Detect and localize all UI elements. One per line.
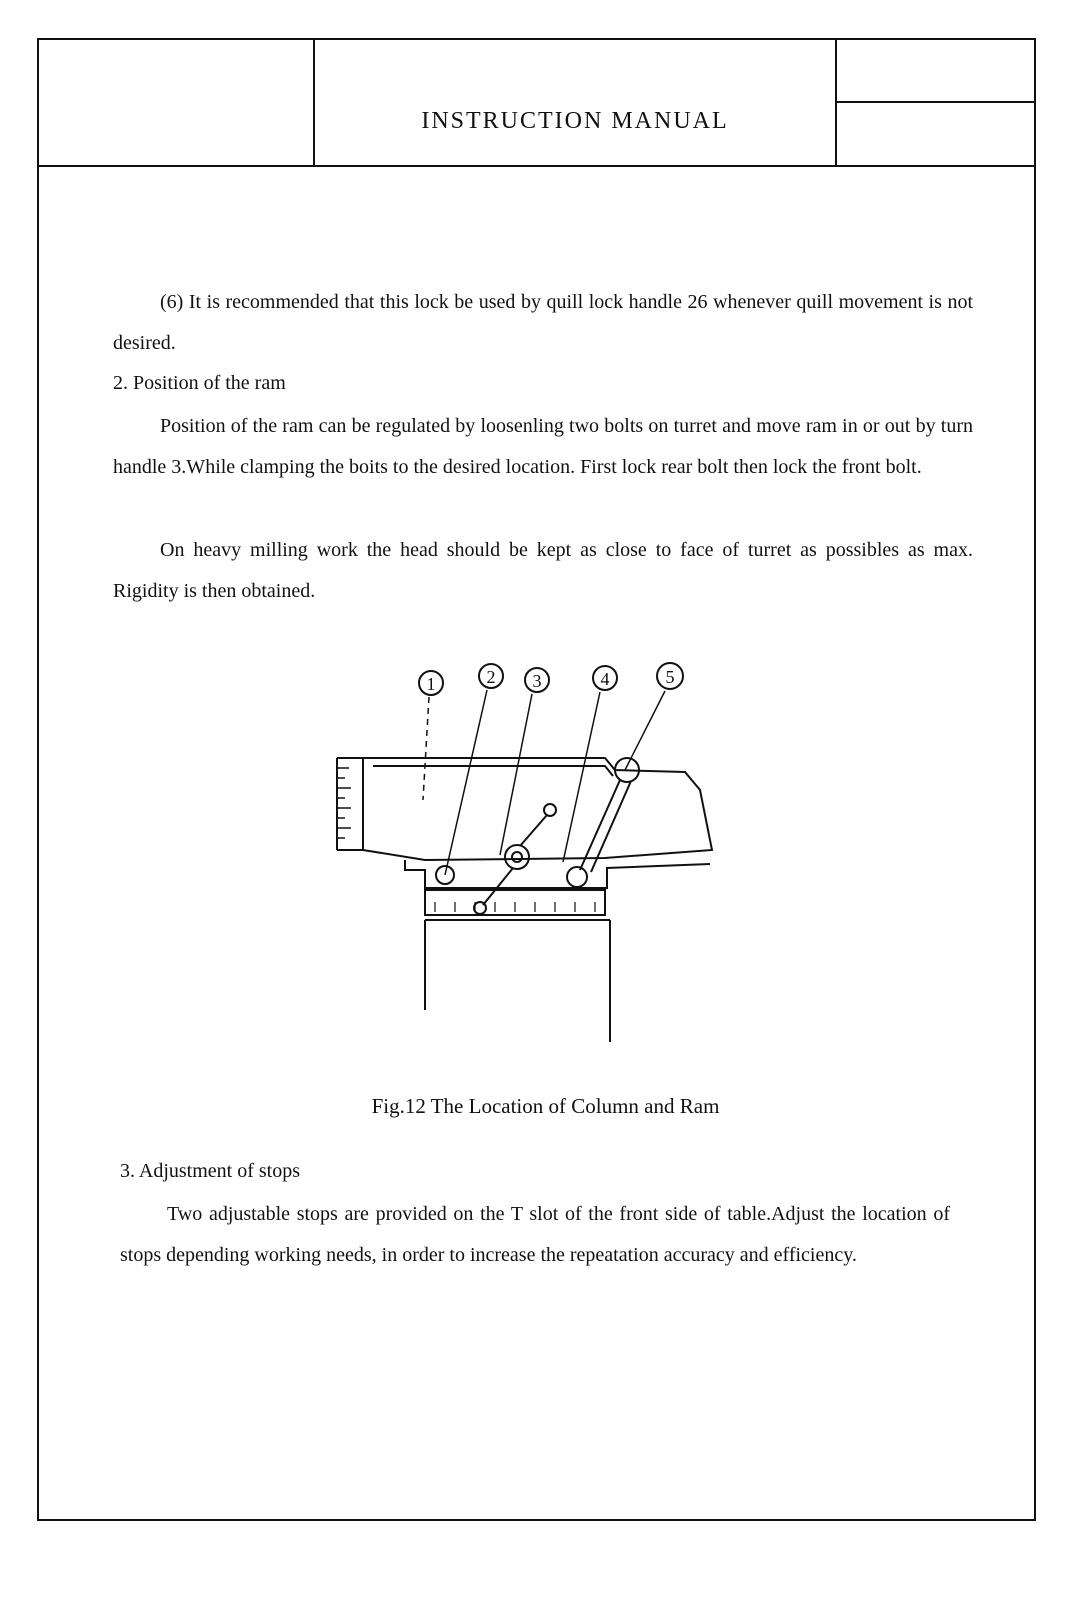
header-title: INSTRUCTION MANUAL: [421, 108, 729, 134]
section-2-heading: 2. Position of the ram: [113, 372, 286, 394]
callout-4: [593, 666, 617, 690]
column-ram-figure: [315, 650, 735, 1050]
ram-body: [337, 758, 712, 860]
paragraph-ram-position: Position of the ram can be regulated by loosenling two bolts on turret and move ram in or out by turn handle 3.While clamping the boits to the desired location. First lock rear bolt then lock the front bolt.: [113, 415, 973, 478]
lock-lever-5: [580, 758, 639, 872]
callout-5: [657, 663, 683, 689]
callout-3-label: 3: [532, 671, 542, 691]
paragraph-item-6: (6) It is recommended that this lock be used by quill lock handle 26 whenever quill movement is not desired.: [113, 291, 973, 354]
paragraph-adjustable-stops: Two adjustable stops are provided on the T slot of the front side of table.Adjust the location of stops depending working needs, in order to increase the repeatation accuracy and efficiency.: [120, 1203, 950, 1266]
callout-1-label: 1: [426, 674, 436, 694]
callout-2: [479, 664, 503, 688]
callout-3: [525, 668, 549, 692]
callout-4-label: 4: [600, 669, 610, 689]
header-divider-left: [313, 38, 315, 167]
header-divider-split: [835, 101, 1036, 103]
column: [425, 920, 610, 1042]
callout-5-label: 5: [665, 667, 675, 687]
front-bolt: [567, 867, 587, 887]
callout-1: [419, 671, 443, 695]
section-3-heading: 3. Adjustment of stops: [120, 1160, 301, 1182]
figure-caption: Fig.12 The Location of Column and Ram: [371, 1094, 720, 1118]
paragraph-heavy-milling: On heavy milling work the head should be kept as close to face of turret as possibles as max. Rigidity is then obtained.: [113, 539, 973, 602]
callout-2-label: 2: [486, 667, 496, 687]
